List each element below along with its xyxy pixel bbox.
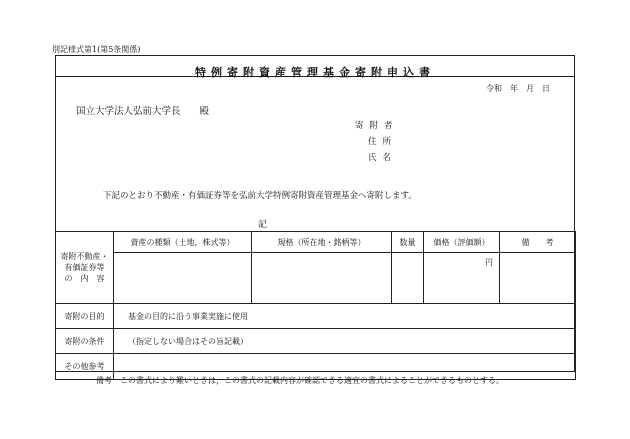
header-remarks: 備 考	[500, 232, 576, 253]
conditions-label: 寄附の条件	[56, 329, 114, 354]
header-price: 価格（評価額）	[424, 232, 500, 253]
conditions-row	[56, 329, 576, 354]
other-label: その他参考	[56, 354, 114, 380]
section-label-line: 有価証券等	[64, 263, 105, 272]
asset-type-field[interactable]	[114, 253, 252, 304]
purpose-row	[56, 304, 576, 329]
body-text: 下記のとおり不動産・有価証券等を弘前大学特例寄附資産管理基金へ寄附します。	[103, 191, 417, 201]
purpose-label: 寄附の目的	[56, 304, 114, 329]
addressee: 国立大学法人弘前大学長 殿	[76, 106, 210, 117]
section-label-cell	[56, 232, 114, 304]
purpose-value[interactable]: 基金の目的に沿う事業実施に使用	[114, 304, 576, 329]
conditions-value[interactable]: （指定しない場合はその旨記載）	[114, 329, 576, 354]
date-line: 令和 年 月 日	[486, 84, 550, 93]
donation-table	[55, 231, 576, 380]
quantity-field[interactable]	[392, 253, 424, 304]
header-asset-type: 資産の種類（土地，株式等）	[114, 232, 252, 253]
donor-label: 寄附者	[355, 121, 399, 131]
spec-field[interactable]	[252, 253, 392, 304]
address-label: 住所	[368, 137, 398, 147]
section-label-line: の 内 容	[64, 274, 105, 283]
header-spec: 規格（所在地・銘柄等）	[252, 232, 392, 253]
footnote: 備考 この書式により難いときは，この書式の記載内容が確認できる適宜の書式によることができるものとする。	[96, 376, 504, 385]
section-label-line: 寄附不動産・	[60, 252, 109, 261]
remarks-field[interactable]	[500, 253, 576, 304]
ki-heading: 記	[258, 220, 268, 230]
form-id: 別記様式第1(第5条関係)	[52, 45, 141, 54]
form-title: 特例寄附資産管理基金寄附申込書	[195, 66, 435, 79]
table-value-row	[56, 253, 576, 304]
price-field[interactable]: 円	[424, 253, 500, 304]
name-label: 氏名	[368, 153, 398, 163]
table-header-row	[56, 232, 576, 253]
header-quantity: 数量	[392, 232, 424, 253]
